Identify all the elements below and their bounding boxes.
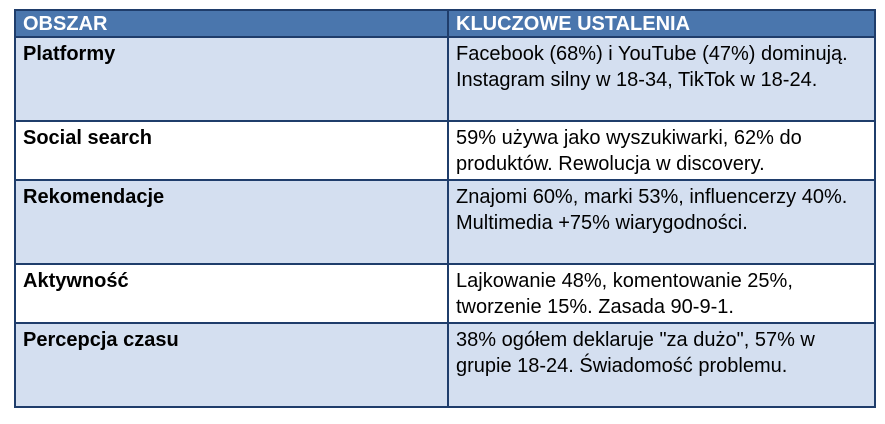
table-row [15, 264, 875, 323]
table-row [15, 180, 875, 264]
row-area-cell: Social search [15, 121, 448, 180]
table-header-row [15, 10, 875, 37]
table-row [15, 323, 875, 407]
table-row [15, 37, 875, 121]
row-area-cell: Rekomendacje [15, 180, 448, 264]
row-finding-cell: Znajomi 60%, marki 53%, influencerzy 40%. Multimedia +75% wiarygodności. [448, 180, 875, 264]
row-finding-cell: 38% ogółem deklaruje "za dużo", 57% w grupie 18-24. Świadomość problemu. [448, 323, 875, 407]
row-area-cell: Percepcja czasu [15, 323, 448, 407]
header-area: OBSZAR [15, 10, 448, 37]
row-area-cell: Aktywność [15, 264, 448, 323]
table-row [15, 121, 875, 180]
row-area-cell: Platformy [15, 37, 448, 121]
row-finding-cell: 59% używa jako wyszukiwarki, 62% do produktów. Rewolucja w discovery. [448, 121, 875, 180]
row-finding-cell: Facebook (68%) i YouTube (47%) dominują. Instagram silny w 18-34, TikTok w 18-24. [448, 37, 875, 121]
findings-table-container [14, 9, 874, 408]
row-finding-cell: Lajkowanie 48%, komentowanie 25%, tworzenie 15%. Zasada 90-9-1. [448, 264, 875, 323]
findings-table [14, 9, 876, 408]
header-key-findings: KLUCZOWE USTALENIA [448, 10, 875, 37]
